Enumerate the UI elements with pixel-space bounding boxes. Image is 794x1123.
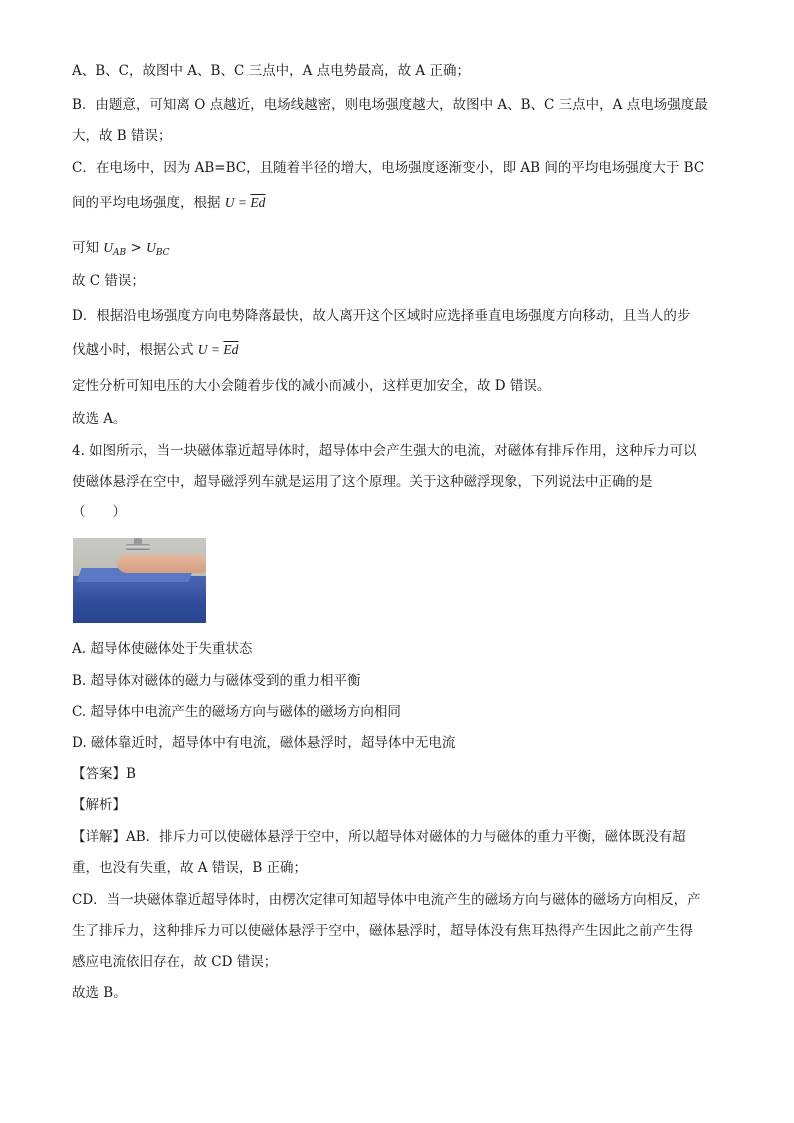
text-line: 大，故 B 错误； <box>72 128 172 144</box>
detail-line: 【详解】AB．排斥力可以使磁体悬浮于空中，所以超导体对磁体的力与磁体的重力平衡，磁体既没有超 <box>72 829 686 845</box>
text-line: B．由题意，可知离 O 点越近，电场线越密，则电场强度越大，故图中 A、B、C 三点中，A 点电场强度最 <box>72 97 708 113</box>
detail-line: 重，也没有失重，故 A 错误，B 正确； <box>72 860 308 876</box>
text-line: 故 C 错误； <box>72 273 145 289</box>
text-span: 间的平均电场强度，根据 <box>72 195 221 211</box>
text-line <box>72 194 265 212</box>
answer-bracket: （ ） <box>72 504 126 520</box>
formula-u-ab: U <box>103 240 114 255</box>
text-line: A、B、C，故图中 A、B、C 三点中，A 点电势最高，故 A 正确； <box>72 63 470 79</box>
detail-line: 故选 B。 <box>72 985 127 1001</box>
text-line: D．根据沿电场强度方向电势降落最快，故人离开这个区域时应选择垂直电场强度方向移动，且当人的步 <box>72 308 691 324</box>
question-line: 使磁体悬浮在空中，超导磁浮列车就是运用了这个原理。关于这种磁浮现象，下列说法中正确的是 <box>72 474 653 490</box>
answer-label: 【答案】B <box>72 766 136 782</box>
formula-u-ed: $U = \overline{Ed}$ <box>197 342 239 357</box>
greater-than: > <box>126 240 147 256</box>
option-c: C. 超导体中电流产生的磁场方向与磁体的磁场方向相同 <box>72 704 401 720</box>
question-line: 4. 如图所示，当一块磁体靠近超导体时，超导体中会产生强大的电流，对磁体有排斥作用，这种斥力可以 <box>72 443 697 459</box>
text-span: 可知 <box>72 240 99 256</box>
text-line: C．在电场中，因为 AB=BC，且随着半径的增大，电场强度逐渐变小，即 AB 间的平均电场强度大于 BC <box>72 160 705 176</box>
text-span: 伐越小时，根据公式 <box>72 342 194 358</box>
hand-image <box>117 555 206 573</box>
detail-line: 生了排斥力，这种排斥力可以使磁体悬浮于空中，磁体悬浮时，超导体没有焦耳热得产生因此之前产生得 <box>72 923 693 939</box>
option-a: A. 超导体使磁体处于失重状态 <box>72 641 253 657</box>
detail-line: 感应电流依旧存在，故 CD 错误； <box>72 954 278 970</box>
formula-u-bc: U <box>146 240 156 255</box>
text-line: 故选 A。 <box>72 411 127 427</box>
analysis-label: 【解析】 <box>72 797 126 813</box>
subscript-bc: BC <box>155 248 170 258</box>
floating-magnet <box>125 544 151 550</box>
text-line: 定性分析可知电压的大小会随着步伐的减小而减小，这样更加安全，故 D 错误。 <box>72 378 551 394</box>
option-d: D. 磁体靠近时，超导体中有电流，磁体悬浮时，超导体中无电流 <box>72 735 456 751</box>
subscript-ab: AB <box>113 248 127 258</box>
superconductor-board <box>73 576 206 623</box>
option-b: B. 超导体对磁体的磁力与磁体受到的重力相平衡 <box>72 673 361 689</box>
text-line <box>72 239 170 262</box>
text-line <box>72 341 238 359</box>
maglev-photo <box>73 538 206 623</box>
formula-u-ed: $U = \overline{Ed}$ <box>224 195 266 210</box>
detail-line: CD．当一块磁体靠近超导体时，由楞次定律可知超导体中电流产生的磁场方向与磁体的磁场方向相反，产 <box>72 892 701 908</box>
